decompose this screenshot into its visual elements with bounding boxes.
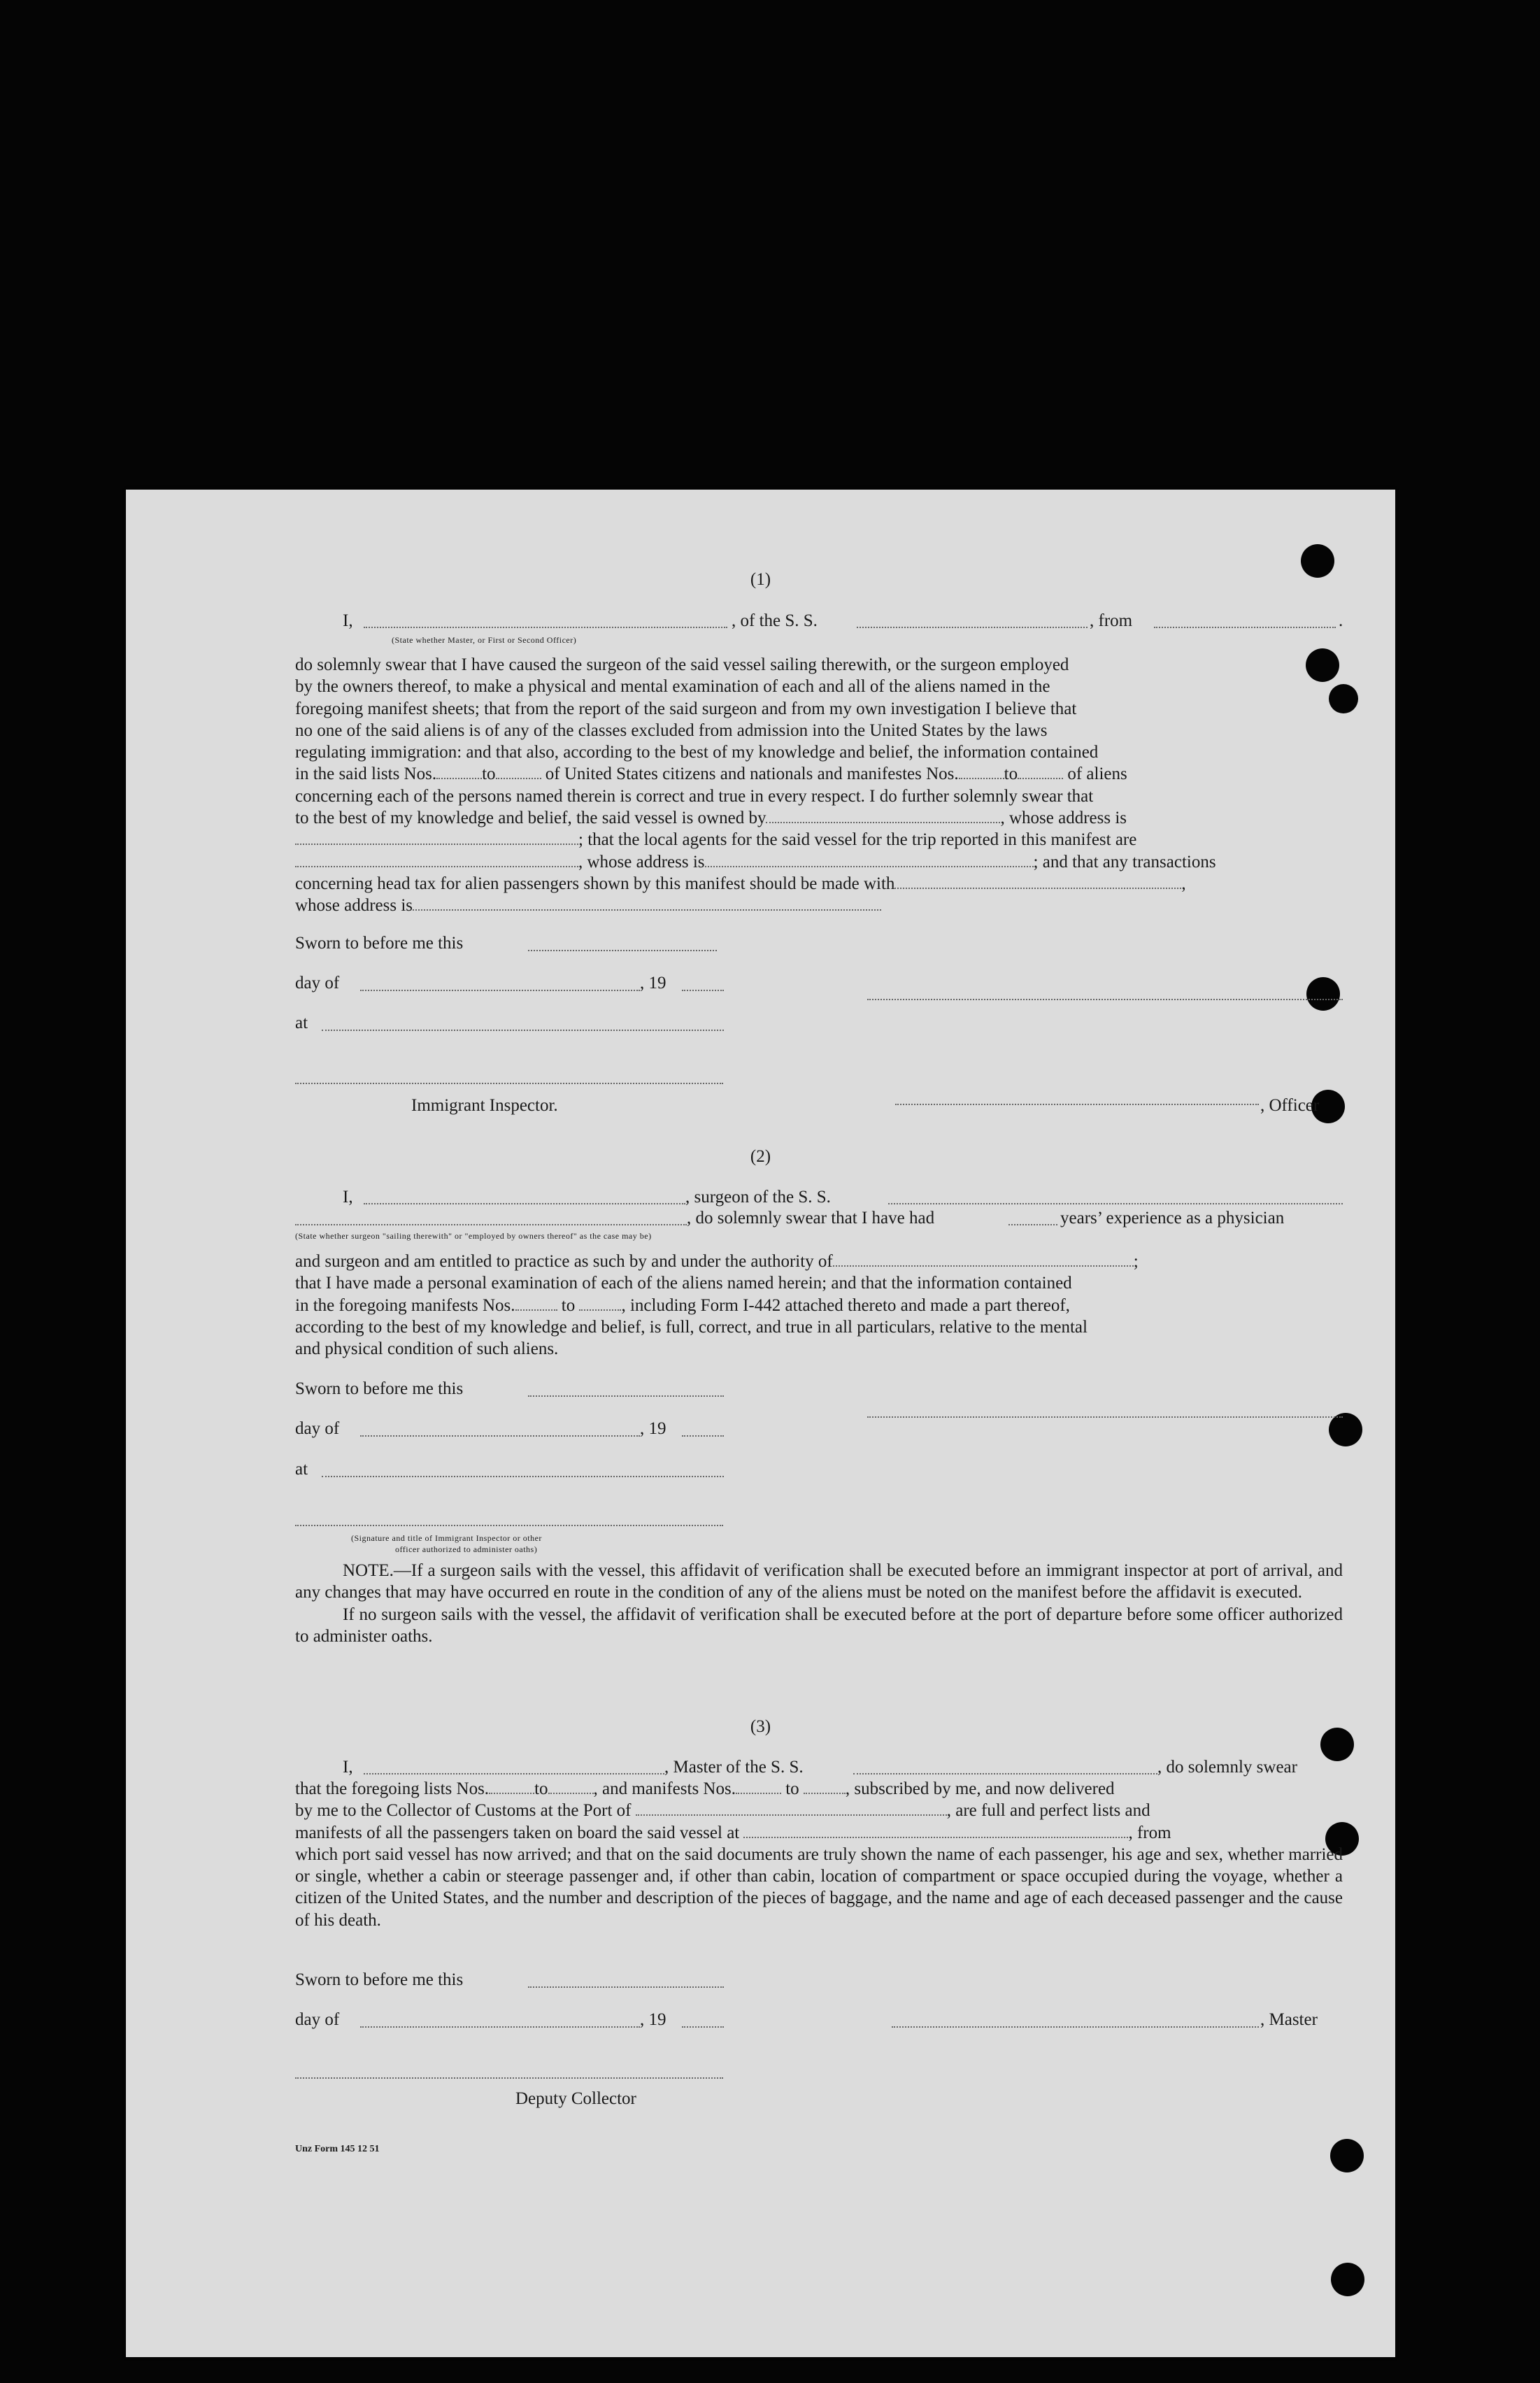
from-port-field[interactable] xyxy=(1154,627,1336,628)
list-from-field[interactable] xyxy=(436,764,482,779)
to-label: to xyxy=(534,1779,548,1798)
section3-body xyxy=(295,1778,1343,1931)
to-label: to xyxy=(785,1779,799,1798)
body-line: regulating immigration: and that also, according to the best of my knowledge and belief, the information contained xyxy=(295,743,1099,762)
manifests-label: , and manifests Nos. xyxy=(593,1779,736,1798)
form-number: Unz Form 145 12 51 xyxy=(295,2144,380,2154)
body-text: which port said vessel has now arrived; and that on the said documents are truly shown the name of each passenger, his age and sex, whether married or single, whether a cabin or steerage passenger and, if other than cabin, location of compartment or space occupied during the voyage, whether a citizen of the United States, and the number and description of the pieces of baggage, and the name and age of each deceased passenger and the cause of his death. xyxy=(295,1844,1343,1930)
port-field[interactable] xyxy=(636,1800,947,1816)
at-label: at xyxy=(295,1460,308,1479)
vessel-name-field[interactable] xyxy=(888,1203,1343,1204)
from-label: , from xyxy=(1090,611,1133,630)
port-line xyxy=(295,1800,1343,1821)
signature-note: (Signature and title of Immigrant Inspector or other xyxy=(351,1533,542,1543)
sworn-date-field[interactable] xyxy=(528,950,717,951)
surgeon-of-label: , surgeon of the S. S. xyxy=(685,1188,831,1207)
address-label: , whose address is xyxy=(1000,809,1127,828)
deputy-collector-label: Deputy Collector xyxy=(515,2089,636,2108)
officer-label: , Officer xyxy=(1260,1096,1320,1115)
lists-line xyxy=(295,1778,1343,1800)
note-paragraph xyxy=(295,1560,1343,1647)
manifests-label: of United States citizens and nationals and manifestes Nos. xyxy=(545,764,959,784)
i-label: I, xyxy=(343,611,353,630)
list-to-field[interactable] xyxy=(496,764,541,779)
place-field[interactable] xyxy=(322,1476,724,1477)
i-label: I, xyxy=(343,1758,353,1777)
collector-signature-line[interactable] xyxy=(295,2077,723,2079)
to-label: to xyxy=(482,764,496,784)
body-line: foregoing manifest sheets; that from the report of the said surgeon and from my own investigation I believe that xyxy=(295,699,1077,718)
years-field[interactable] xyxy=(1008,1224,1057,1225)
owned-line xyxy=(295,807,1343,829)
sworn-label: Sworn to before me this xyxy=(295,934,464,953)
transactions-label: ; and that any transactions xyxy=(1033,852,1216,872)
address-label: , whose address is xyxy=(578,852,705,872)
year-label: , 19 xyxy=(640,1419,666,1438)
from-label: , from xyxy=(1128,1823,1171,1842)
day-of-label: day of xyxy=(295,2010,340,2029)
authority-label: and surgeon and am entitled to practice as such by and under the authority of xyxy=(295,1252,833,1271)
officer-note: (State whether Master, or First or Second Officer) xyxy=(392,635,577,645)
lists-label: that the foregoing lists Nos. xyxy=(295,1779,490,1798)
officer-signature-line[interactable] xyxy=(895,1104,1259,1105)
manifest-to-field[interactable] xyxy=(804,1779,846,1794)
owner-address-field[interactable] xyxy=(295,830,578,845)
vessel-name-field[interactable] xyxy=(853,1773,1157,1774)
manifests-line xyxy=(295,1295,1343,1316)
month-field[interactable] xyxy=(360,990,640,991)
master-signature-line[interactable] xyxy=(892,2026,1259,2028)
body-line: by the owners thereof, to make a physical and mental examination of each and all of the aliens named in the xyxy=(295,677,1050,697)
head-tax-line xyxy=(295,873,1343,895)
month-field[interactable] xyxy=(360,1435,640,1437)
manifest-from-field[interactable] xyxy=(736,1779,781,1794)
sworn-label: Sworn to before me this xyxy=(295,1379,464,1398)
section2-body xyxy=(295,1251,1343,1360)
day-of-label: day of xyxy=(295,974,340,993)
sworn-date-field[interactable] xyxy=(528,1395,724,1397)
agents-field[interactable] xyxy=(295,852,578,867)
list-to-field[interactable] xyxy=(548,1779,594,1794)
body-line: according to the best of my knowledge and belief, is full, correct, and true in all particulars, relative to the mental xyxy=(295,1317,1088,1337)
year-field[interactable] xyxy=(682,2026,724,2028)
place-field[interactable] xyxy=(322,1030,724,1031)
inspector-label: Immigrant Inspector. xyxy=(411,1096,558,1115)
note-text: If no surgeon sails with the vessel, the affidavit of verification shall be executed before at the port of departure before some officer authorized to administer oaths. xyxy=(295,1605,1343,1646)
solemnly-label: , do solemnly swear that I have had xyxy=(687,1209,935,1228)
officer-name-field[interactable] xyxy=(364,627,727,628)
authority-line xyxy=(295,1251,1343,1272)
period: . xyxy=(1339,611,1343,630)
at-label: at xyxy=(295,1013,308,1032)
lists-label: in the said lists Nos. xyxy=(295,764,437,784)
semicolon: ; xyxy=(1133,1252,1139,1271)
note-text: NOTE.—If a surgeon sails with the vessel, this affidavit of verification shall be executed before an immigrant inspector at port of arrival, and any changes that may have occurred en route in the condition of any of the aliens must be noted on the manifest before the affidavit is executed. xyxy=(295,1561,1343,1602)
year-field[interactable] xyxy=(682,990,724,991)
year-field[interactable] xyxy=(682,1435,724,1437)
surgeon-status-field[interactable] xyxy=(295,1224,687,1225)
surgeon-signature-line[interactable] xyxy=(867,1416,1343,1418)
owned-label: to the best of my knowledge and belief, the said vessel is owned by xyxy=(295,809,767,828)
port-label: by me to the Collector of Customs at the Port of xyxy=(295,1801,632,1821)
day-of-label: day of xyxy=(295,1419,340,1438)
signature-line[interactable] xyxy=(867,999,1343,1000)
body-line: that I have made a personal examination of each of the aliens named herein; and that the information contained xyxy=(295,1274,1072,1293)
inspector-signature-line[interactable] xyxy=(295,1083,723,1084)
section-number: (1) xyxy=(750,570,771,589)
punch-hole xyxy=(1306,977,1340,1011)
agents-address-line xyxy=(295,851,1343,873)
surgeon-name-field[interactable] xyxy=(364,1203,685,1204)
punch-hole xyxy=(1330,2139,1364,2172)
aliens-label: of aliens xyxy=(1067,764,1127,784)
body-line: do solemnly swear that I have caused the surgeon of the said vessel sailing therewith, or the surgeon employed xyxy=(295,655,1069,674)
head-tax-label: concerning head tax for alien passengers shown by this manifest should be made with xyxy=(295,874,895,893)
punch-hole xyxy=(1331,2263,1364,2296)
comma: , xyxy=(1181,874,1186,893)
form-label: , including Form I-442 attached thereto and made a part thereof, xyxy=(621,1295,1070,1315)
signature-note: officer authorized to administer oaths) xyxy=(395,1544,538,1554)
surgeon-note: (State whether surgeon "sailing therewith" or "employed by owners thereof" as the case may be) xyxy=(295,1231,652,1241)
sworn-date-field[interactable] xyxy=(528,1986,724,1988)
i-label: I, xyxy=(343,1188,353,1207)
section1-body xyxy=(295,654,1343,917)
whose-address-line xyxy=(295,895,1343,916)
head-tax-party-field[interactable] xyxy=(894,874,1181,889)
year-label: , 19 xyxy=(640,2010,666,2029)
agents-label: ; that the local agents for the said vessel for the trip reported in this manifest are xyxy=(578,830,1137,850)
manifest-affidavit-page xyxy=(126,490,1395,2357)
body-line: no one of the said aliens is of any of the classes excluded from admission into the United States by the laws xyxy=(295,720,1048,740)
manifest-to-field[interactable] xyxy=(1018,764,1063,779)
manifest-to-field[interactable] xyxy=(579,1295,621,1311)
manifest-from-field[interactable] xyxy=(515,1295,557,1311)
manifests-line xyxy=(295,1822,1343,1844)
years-label: years’ experience as a physician xyxy=(1060,1209,1285,1228)
owner-field[interactable] xyxy=(766,808,1000,823)
section-number: (3) xyxy=(750,1717,771,1736)
manifests-label: in the foregoing manifests Nos. xyxy=(295,1295,515,1315)
section-number: (2) xyxy=(750,1147,771,1166)
list-from-field[interactable] xyxy=(489,1779,534,1794)
master-label: , Master xyxy=(1260,2010,1318,2029)
body-line: and physical condition of such aliens. xyxy=(295,1339,559,1359)
punch-hole xyxy=(1329,1413,1362,1446)
boarding-port-field[interactable] xyxy=(743,1823,1128,1838)
of-ss-label: , of the S. S. xyxy=(732,611,818,630)
sworn-label: Sworn to before me this xyxy=(295,1970,464,1989)
agents-address-field[interactable] xyxy=(705,852,1034,867)
lists-line xyxy=(295,763,1343,785)
head-tax-address-field[interactable] xyxy=(413,895,881,911)
manifests-label: manifests of all the passengers taken on board the said vessel at xyxy=(295,1823,740,1842)
inspector-signature-line[interactable] xyxy=(295,1525,723,1526)
address-label: whose address is xyxy=(295,896,413,916)
lists-label: , are full and perfect lists and xyxy=(946,1801,1150,1821)
to-label: to xyxy=(561,1295,576,1315)
vessel-name-field[interactable] xyxy=(857,627,1088,628)
agents-line xyxy=(295,829,1343,851)
master-of-label: , Master of the S. S. xyxy=(664,1758,804,1777)
month-field[interactable] xyxy=(360,2026,640,2028)
body-line: concerning each of the persons named therein is correct and true in every respect. I do further solemnly swear that xyxy=(295,786,1094,806)
do-swear-label: , do solemnly swear xyxy=(1157,1758,1297,1777)
master-name-field[interactable] xyxy=(364,1773,664,1774)
year-label: , 19 xyxy=(640,974,666,993)
subscribed-label: , subscribed by me, and now delivered xyxy=(845,1779,1115,1798)
manifest-from-field[interactable] xyxy=(959,764,1004,779)
authority-field[interactable] xyxy=(833,1251,1134,1267)
to-label: to xyxy=(1004,764,1018,784)
